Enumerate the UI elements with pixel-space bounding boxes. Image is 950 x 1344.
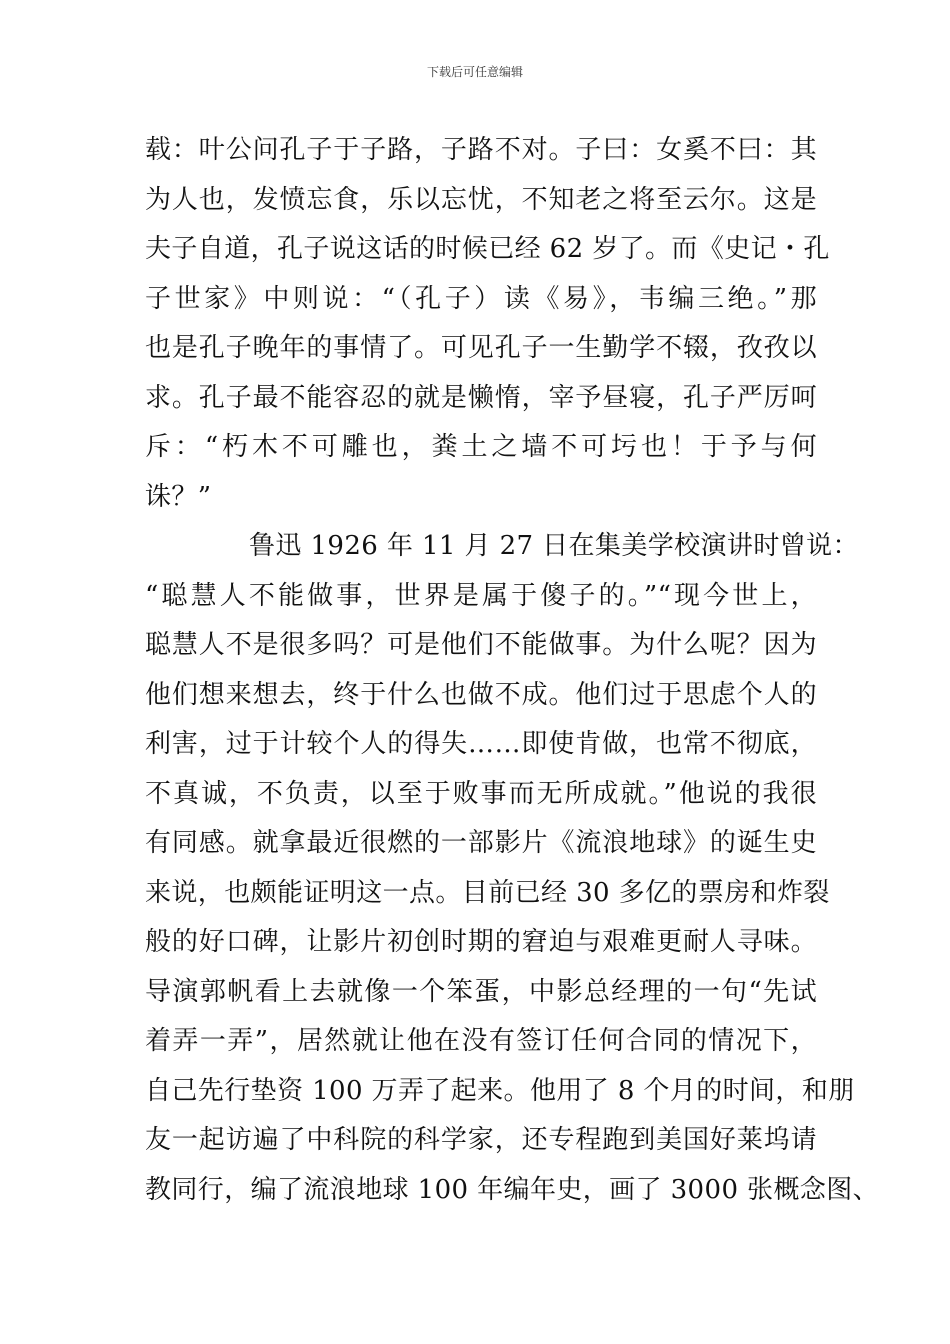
text-line: 夫子自道，孔子说这话的时候已经 62 岁了。而《史记・孔 bbox=[145, 234, 830, 264]
text-line: 为人也，发愤忘食，乐以忘忧，不知老之将至云尔。这是 bbox=[145, 184, 817, 215]
text-line: 子世家》中则说：“（孔子）读《易》，韦编三绝。”那 bbox=[145, 283, 817, 314]
text-line: 载：叶公问孔子于子路，子路不对。子曰：女奚不曰：其 bbox=[145, 135, 817, 165]
text-line: 不真诚，不负责，以至于败事而无所成就。”他说的我很 bbox=[145, 778, 817, 809]
paragraph-2 bbox=[145, 522, 880, 1215]
paragraph-1 bbox=[145, 126, 830, 522]
text-line: 斥：“朽木不可雕也，粪土之墙不可圬也！于予与何 bbox=[145, 432, 817, 462]
text-line: 鲁迅 1926 年 11 月 27 日在集美学校演讲时曾说： bbox=[249, 531, 859, 561]
body-text bbox=[145, 126, 880, 1215]
text-line: 来说，也颇能证明这一点。目前已经 30 多亿的票房和炸裂 bbox=[145, 877, 830, 908]
text-line: 导演郭帆看上去就像一个笨蛋，中影总经理的一句“先试 bbox=[145, 976, 817, 1007]
text-line: 利害，过于计较个人的得失……即使肯做，也常不彻底， bbox=[145, 729, 817, 759]
text-line: 着弄一弄”，居然就让他在没有签订任何合同的情况下， bbox=[145, 1026, 817, 1056]
text-line: 般的好口碑，让影片初创时期的窘迫与艰难更耐人寻味。 bbox=[145, 927, 817, 957]
text-line: 聪慧人不是很多吗？可是他们不能做事。为什么呢？因为 bbox=[145, 630, 817, 660]
text-line: “聪慧人不能做事，世界是属于傻子的。”“现今世上， bbox=[145, 580, 817, 611]
text-line: 诛？” bbox=[145, 481, 212, 512]
text-line: 友一起访遍了中科院的科学家，还专程跑到美国好莱坞请 bbox=[145, 1125, 817, 1155]
page-header: 下载后可任意编辑 bbox=[426, 65, 523, 79]
text-line: 他们想来想去，终于什么也做不成。他们过于思虑个人的 bbox=[145, 679, 817, 710]
text-line: 教同行，编了流浪地球 100 年编年史，画了 3000 张概念图、 bbox=[145, 1174, 880, 1205]
text-line: 自己先行垫资 100 万弄了起来。他用了 8 个月的时间，和朋 bbox=[145, 1075, 855, 1106]
text-line: 有同感。就拿最近很燃的一部影片《流浪地球》的诞生史 bbox=[145, 828, 817, 858]
text-line: 也是孔子晚年的事情了。可见孔子一生勤学不辍，孜孜以 bbox=[145, 333, 817, 363]
text-line: 求。孔子最不能容忍的就是懒惰，宰予昼寝，孔子严厉呵 bbox=[145, 382, 817, 413]
